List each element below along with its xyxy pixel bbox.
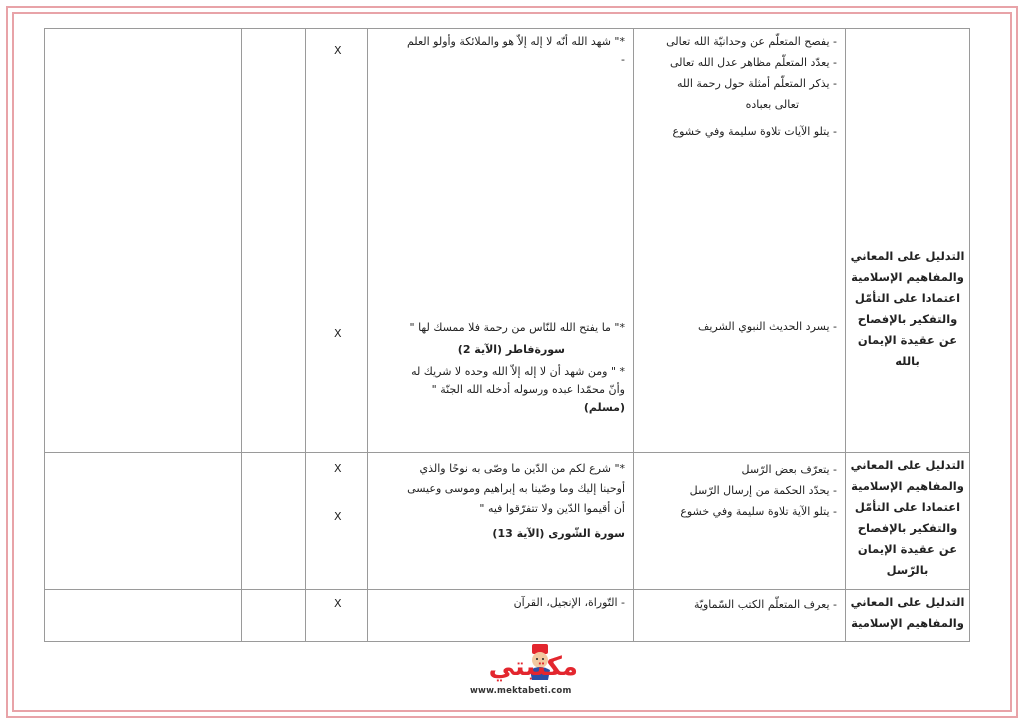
criterion-cell bbox=[846, 29, 970, 453]
competencies-list bbox=[634, 29, 845, 337]
check-mark: X bbox=[334, 44, 342, 57]
check-mark: X bbox=[334, 510, 342, 523]
table-row bbox=[45, 453, 970, 590]
check-mark: X bbox=[334, 462, 342, 475]
competency-item: - يذكر المتعلّم أمثلة حول رحمة الله bbox=[676, 77, 837, 90]
quote-source: (مسلم) bbox=[583, 401, 625, 414]
quote-line: *" شهد الله أنّه لا إله إلاّ هو والملائكة وأولو العلم bbox=[406, 35, 625, 48]
competencies-cell bbox=[634, 590, 846, 642]
quote-source: سورة الشّورى (الآية 13) bbox=[492, 527, 625, 540]
criterion-cell bbox=[846, 590, 970, 642]
competencies-cell bbox=[634, 29, 846, 453]
mark-cell bbox=[306, 29, 368, 453]
competency-item: - يعدّد المتعلّم مظاهر عدل الله تعالى bbox=[670, 56, 837, 69]
quote-line: أن أقيموا الدّين ولا تتفرّقوا فيه " bbox=[479, 502, 625, 515]
quote-line: أوحينا إليك وما وصّينا به إبراهيم وموسى وعيسى bbox=[407, 482, 625, 495]
empty-cell bbox=[45, 590, 242, 642]
curriculum-table bbox=[44, 28, 970, 642]
quote-line: - التّوراة، الإنجيل، القرآن bbox=[513, 596, 625, 609]
quote-source: سورةفاطر (الآية 2) bbox=[457, 343, 565, 356]
competency-item: - يتلو الآية تلاوة سليمة وفي خشوع bbox=[680, 505, 837, 518]
empty-cell bbox=[242, 590, 306, 642]
quote-line: *" ما يفتح الله للنّاس من رحمة فلا ممسك لها " bbox=[409, 321, 625, 334]
criterion-text: التدليل على المعاني والمفاهيم الإسلامية اعتمادا على التأمّل والتفكير بالإفصاح عن عقيدة الإيمان بالله bbox=[850, 249, 965, 368]
quote-line: *" شرع لكم من الدّين ما وصّى به نوحًا والذي bbox=[419, 462, 625, 475]
table-row bbox=[45, 29, 970, 453]
table-row bbox=[45, 590, 970, 642]
mark-cell bbox=[306, 453, 368, 590]
content-cell bbox=[368, 29, 634, 453]
empty-cell bbox=[45, 453, 242, 590]
check-mark: X bbox=[334, 597, 342, 610]
quote-line: - bbox=[621, 53, 625, 66]
competency-item: - يتعرّف بعض الرّسل bbox=[741, 463, 837, 476]
competency-item: - يتلو الآيات تلاوة سليمة وفي خشوع bbox=[672, 125, 837, 138]
logo-wordmark: مكتبتي bbox=[488, 652, 578, 682]
empty-cell bbox=[242, 453, 306, 590]
mark-cell bbox=[306, 590, 368, 642]
content-cell bbox=[368, 590, 634, 642]
criterion-cell bbox=[846, 453, 970, 590]
empty-cell bbox=[45, 29, 242, 453]
quote-block bbox=[368, 590, 633, 612]
competencies-list bbox=[634, 590, 845, 615]
competency-item: - يحدّد الحكمة من إرسال الرّسل bbox=[689, 484, 837, 497]
competency-item: تعالى بعباده bbox=[745, 98, 799, 111]
content-cell bbox=[368, 453, 634, 590]
criterion-text: التدليل على المعاني والمفاهيم الإسلامية اعتمادا على التأمّل والتفكير بالإفصاح عن عقيدة الإيمان بالرّسل bbox=[850, 458, 965, 577]
empty-cell bbox=[242, 29, 306, 453]
logo-url: www.mektabeti.com bbox=[470, 686, 572, 696]
check-mark: X bbox=[334, 327, 342, 340]
competencies-cell bbox=[634, 453, 846, 590]
quote-block bbox=[368, 29, 633, 69]
competency-item: - يعرف المتعلّم الكتب السّماويّة bbox=[694, 598, 837, 611]
quote-line: * " ومن شهد أن لا إله إلاّ الله وحده لا شريك له bbox=[411, 365, 625, 378]
site-logo bbox=[448, 640, 578, 700]
criterion-text: التدليل على المعاني والمفاهيم الإسلامية bbox=[850, 595, 965, 630]
competencies-list bbox=[634, 453, 845, 522]
competency-item: - يسرد الحديث النبوي الشريف bbox=[697, 320, 837, 333]
quote-line: وأنّ محمّدا عبده ورسوله أدخله الله الجنّة " bbox=[431, 383, 625, 396]
quote-block bbox=[368, 453, 633, 543]
quote-block bbox=[368, 315, 633, 417]
competency-item: - يفصح المتعلّم عن وحدانيّة الله تعالى bbox=[666, 35, 837, 48]
